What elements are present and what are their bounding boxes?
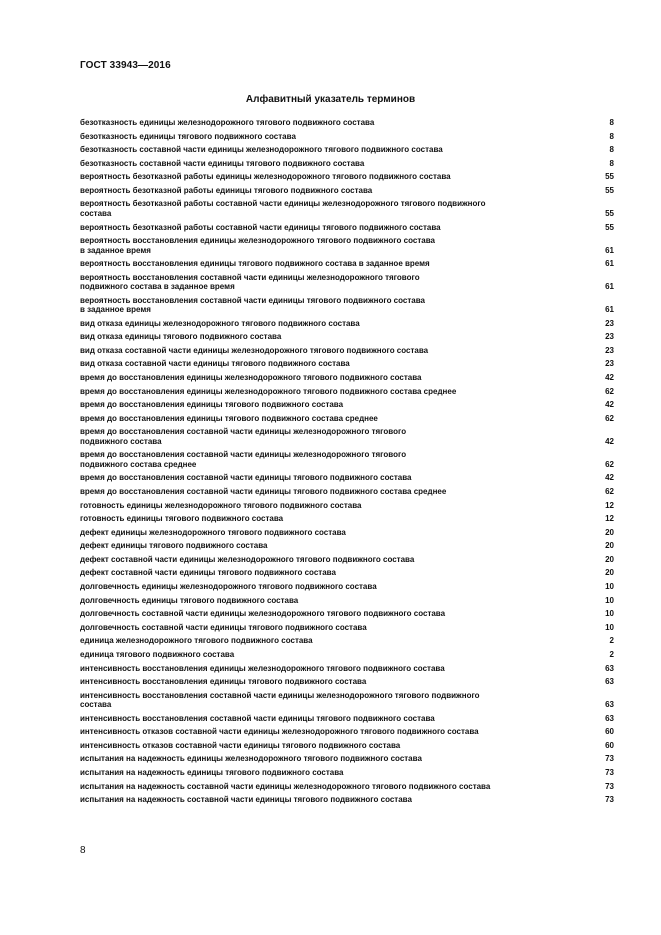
index-entry-term: вероятность безотказной работы составной части единицы тягового подвижного состава [80,222,441,232]
index-entry-page: 23 [605,332,614,342]
index-entry-term: дефект единицы тягового подвижного состава [80,541,268,551]
index-entry-term: вероятность восстановления составной части единицы железнодорожного тягового подвижного состава в заданное время [80,272,420,292]
index-entry-term: долговечность единицы тягового подвижного состава [80,595,299,605]
index-entry-term: долговечность единицы железнодорожного тягового подвижного состава [80,582,377,592]
index-entry [80,795,614,804]
index-entry [80,450,614,469]
index-entry-page: 12 [605,514,614,524]
index-title: Алфавитный указатель терминов [245,94,416,105]
index-entry [80,691,614,710]
index-entry [80,582,614,591]
index-entry-term: время до восстановления составной части единицы тягового подвижного состава [80,473,412,483]
page-number: 8 [80,845,86,856]
index-entry-page: 2 [609,649,614,659]
index-entry-term: вероятность восстановления единицы тягового подвижного состава в заданное время [80,259,430,269]
index-entry [80,172,614,181]
index-entry-page: 73 [605,795,614,805]
index-entry-term: вид отказа единицы тягового подвижного состава [80,332,282,342]
index-entry-page: 60 [605,727,614,737]
index-entry [80,501,614,510]
index-entry-term: безотказность единицы тягового подвижного состава [80,131,296,141]
index-entry-page: 42 [605,436,614,446]
index-entry [80,541,614,550]
index-entry-term: испытания на надежность единицы тягового подвижного состава [80,768,344,778]
index-entry-term: испытания на надежность составной части единицы тягового подвижного состава [80,795,412,805]
index-entry [80,596,614,605]
index-entry-term: интенсивность восстановления единицы железнодорожного тягового подвижного состава [80,663,445,673]
index-entry [80,650,614,659]
index-entry-page: 55 [605,208,614,218]
index-entry-page: 20 [605,527,614,537]
index-entry-term: долговечность составной части единицы железнодорожного тягового подвижного состава [80,609,446,619]
index-entry [80,332,614,341]
index-entry-term: дефект единицы железнодорожного тягового подвижного состава [80,527,346,537]
index-entry-page: 73 [605,781,614,791]
term-index-list [80,118,614,809]
index-entry-term: вероятность безотказной работы составной части единицы железнодорожного тягового подвижного состава [80,199,486,218]
index-entry-page: 62 [605,413,614,423]
index-entry-page: 20 [605,554,614,564]
index-entry-term: единица тягового подвижного состава [80,649,235,659]
index-entry [80,223,614,232]
index-entry-page: 8 [609,131,614,141]
index-entry-term: безотказность единицы железнодорожного тягового подвижного состава [80,118,375,127]
index-entry-term: интенсивность восстановления составной части единицы железнодорожного тягового подвижного состава [80,690,480,710]
index-entry [80,727,614,736]
index-entry-page: 42 [605,400,614,410]
index-entry [80,623,614,632]
index-entry-term: вероятность восстановления единицы железнодорожного тягового подвижного состава в заданное время [80,236,435,255]
index-entry-page: 62 [605,459,614,469]
index-entry [80,768,614,777]
index-entry-page: 63 [605,663,614,673]
index-entry-page: 23 [605,345,614,355]
index-entry [80,487,614,496]
index-entry [80,427,614,446]
index-entry [80,414,614,423]
index-entry [80,132,614,141]
index-entry [80,145,614,154]
index-entry-term: интенсивность отказов составной части единицы железнодорожного тягового подвижного состава [80,727,479,737]
index-entry [80,555,614,564]
index-entry-term: время до восстановления единицы железнодорожного тягового подвижного состава среднее [80,386,457,396]
index-entry [80,199,614,218]
index-entry-term: вероятность безотказной работы единицы железнодорожного тягового подвижного состава [80,172,451,182]
index-entry-page: 8 [609,145,614,155]
index-entry-term: безотказность составной части единицы железнодорожного тягового подвижного состава [80,145,443,155]
document-code: ГОСТ 33943—2016 [80,60,171,71]
index-entry [80,259,614,268]
index-entry-page: 63 [605,677,614,687]
index-entry-page: 20 [605,568,614,578]
index-entry-page: 63 [605,713,614,723]
index-entry-term: вероятность восстановления составной части единицы тягового подвижного состава в заданное время [80,295,425,315]
index-entry [80,373,614,382]
index-entry [80,568,614,577]
index-entry-term: вид отказа составной части единицы железнодорожного тягового подвижного состава [80,345,429,355]
index-entry-page: 61 [605,305,614,315]
index-entry [80,359,614,368]
index-entry-page: 61 [605,259,614,269]
index-entry-page: 55 [605,172,614,182]
index-entry-term: безотказность составной части единицы тягового подвижного состава [80,158,365,168]
index-entry-page: 12 [605,500,614,510]
index-entry-term: вид отказа составной части единицы тягового подвижного состава [80,359,350,369]
index-entry [80,118,614,127]
index-entry-term: интенсивность восстановления единицы тягового подвижного состава [80,677,367,687]
index-entry-term: время до восстановления единицы тягового подвижного состава среднее [80,413,378,423]
index-entry [80,636,614,645]
index-entry [80,609,614,618]
index-entry-term: испытания на надежность единицы железнодорожного тягового подвижного состава [80,754,422,764]
index-entry [80,346,614,355]
index-entry [80,400,614,409]
index-entry-term: дефект составной части единицы тягового подвижного состава [80,568,336,578]
index-entry-term: готовность единицы тягового подвижного состава [80,514,284,524]
index-entry-page: 63 [605,700,614,710]
index-entry [80,528,614,537]
index-entry-page: 60 [605,740,614,750]
index-entry-term: вероятность безотказной работы единицы тягового подвижного состава [80,185,373,195]
index-entry-term: испытания на надежность составной части единицы железнодорожного тягового подвижного состава [80,781,491,791]
index-entry-term: вид отказа единицы железнодорожного тягового подвижного состава [80,318,360,328]
index-entry-page: 23 [605,359,614,369]
index-entry-page: 42 [605,373,614,383]
index-entry [80,186,614,195]
index-entry-page: 2 [609,636,614,646]
index-entry-term: время до восстановления составной части единицы железнодорожного тягового подвижного состава среднее [80,450,407,469]
index-entry-term: время до восстановления составной части единицы тягового подвижного состава среднее [80,487,447,497]
index-entry-page: 8 [609,158,614,168]
index-entry-page: 23 [605,318,614,328]
index-entry-term: долговечность составной части единицы тягового подвижного состава [80,622,367,632]
index-entry-term: время до восстановления единицы тягового подвижного состава [80,400,344,410]
index-entry-page: 61 [605,282,614,292]
index-entry-term: интенсивность отказов составной части единицы тягового подвижного состава [80,740,401,750]
index-entry [80,664,614,673]
index-entry-page: 55 [605,185,614,195]
index-entry [80,782,614,791]
index-entry-term: готовность единицы железнодорожного тягового подвижного состава [80,500,362,510]
index-entry [80,387,614,396]
index-entry-page: 8 [609,118,614,127]
index-entry [80,754,614,763]
index-entry [80,319,614,328]
index-entry [80,714,614,723]
index-entry-page: 10 [605,609,614,619]
index-entry [80,273,614,292]
index-entry [80,514,614,523]
index-entry-page: 61 [605,245,614,255]
index-entry-page: 10 [605,582,614,592]
index-entry [80,677,614,686]
index-entry [80,473,614,482]
index-entry [80,741,614,750]
index-entry-page: 42 [605,473,614,483]
index-entry-page: 62 [605,487,614,497]
index-entry-term: время до восстановления единицы железнодорожного тягового подвижного состава [80,373,422,383]
index-entry-page: 73 [605,768,614,778]
index-entry [80,159,614,168]
index-entry-page: 55 [605,222,614,232]
index-entry-page: 20 [605,541,614,551]
index-entry-page: 73 [605,754,614,764]
index-entry-page: 10 [605,595,614,605]
index-entry-term: время до восстановления составной части единицы железнодорожного тягового подвижного состава [80,427,407,446]
index-entry [80,236,614,255]
index-entry-page: 10 [605,622,614,632]
index-entry [80,296,614,315]
index-entry-term: дефект составной части единицы железнодорожного тягового подвижного состава [80,554,415,564]
index-entry-term: интенсивность восстановления составной части единицы тягового подвижного состава [80,713,435,723]
index-entry-page: 62 [605,386,614,396]
index-entry-term: единица железнодорожного тягового подвижного состава [80,636,313,646]
